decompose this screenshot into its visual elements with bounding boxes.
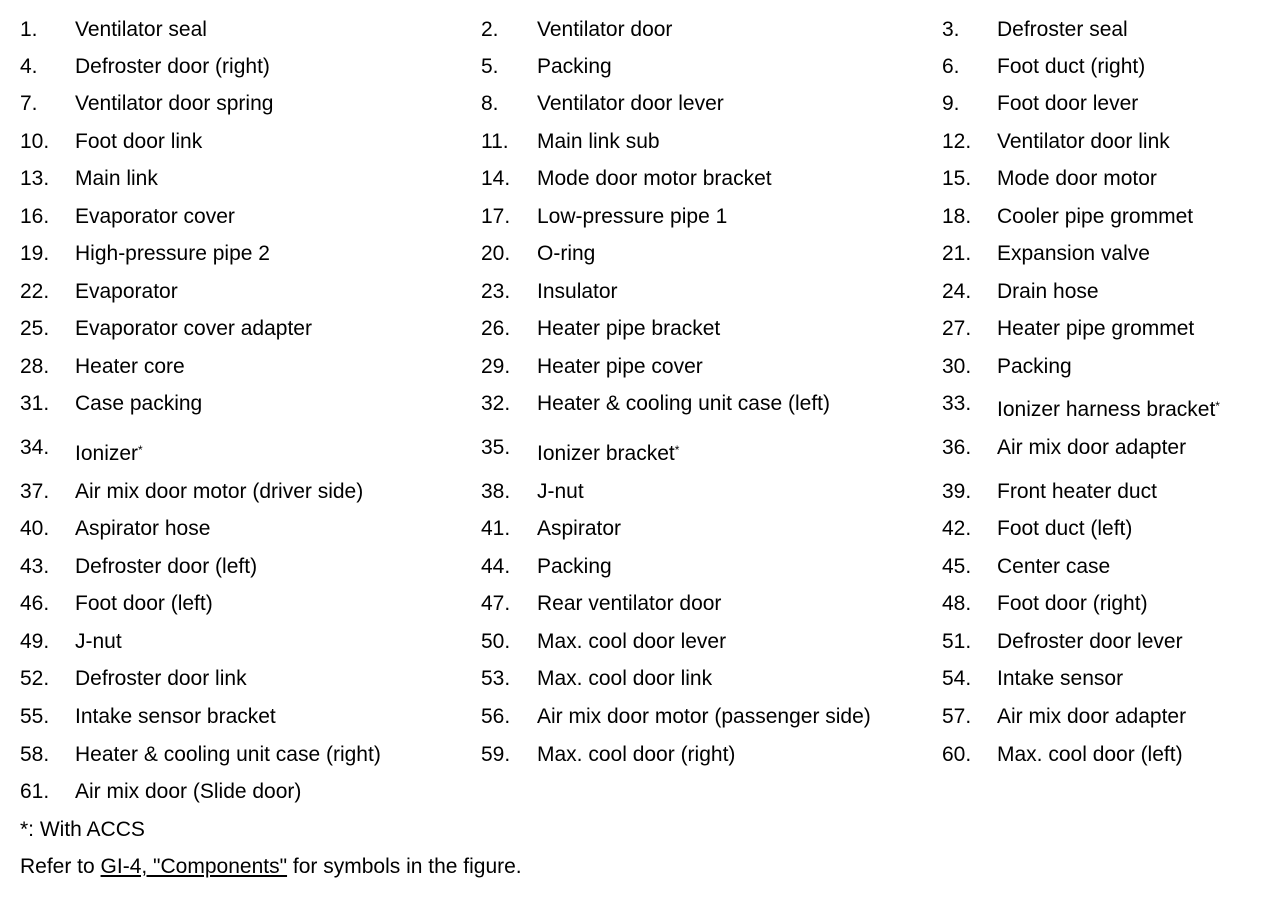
item-number: 59. (481, 743, 511, 766)
item-label (75, 477, 363, 507)
item-label (537, 664, 712, 694)
item-label (75, 127, 202, 157)
item-label-text: Defroster door (left) (75, 555, 258, 578)
item-label-text: Heater & cooling unit case (right) (75, 743, 381, 766)
item-label (537, 514, 621, 544)
item-number: 11. (481, 130, 509, 153)
item-label-text: Foot door link (75, 130, 203, 153)
item-label-text: Front heater duct (997, 480, 1157, 503)
item-label-text: Air mix door adapter (997, 705, 1187, 728)
footnote: *: With ACCS (20, 818, 145, 841)
item-label (997, 552, 1110, 582)
item-label-text: High-pressure pipe 2 (75, 242, 270, 265)
item-label-text: Foot door lever (997, 92, 1139, 115)
item-number: 38. (481, 480, 511, 503)
item-label (75, 514, 210, 544)
legend-row (0, 89, 1280, 119)
item-number: 35. (481, 436, 511, 459)
item-number: 49. (20, 630, 50, 653)
item-label-text: J-nut (537, 480, 584, 503)
legend-row (0, 552, 1280, 582)
item-label-text: Heater pipe bracket (537, 317, 721, 340)
item-number: 42. (942, 517, 972, 540)
legend-row (0, 202, 1280, 232)
item-number: 54. (942, 667, 972, 690)
item-label (537, 89, 724, 119)
item-label (997, 589, 1148, 619)
item-label-text: Evaporator cover (75, 205, 235, 228)
item-number: 45. (942, 555, 972, 578)
reference-suffix: for symbols in the figure. (287, 855, 522, 878)
item-label-text: J-nut (75, 630, 122, 653)
item-label-text: Foot door (left) (75, 592, 213, 615)
item-number: 39. (942, 480, 972, 503)
item-label-text: Heater pipe cover (537, 355, 703, 378)
item-label (75, 239, 270, 269)
item-label-text: Foot duct (right) (997, 55, 1146, 78)
legend-row (0, 740, 1280, 770)
item-label (537, 164, 772, 194)
item-label (997, 477, 1157, 507)
item-label (997, 514, 1132, 544)
item-number: 27. (942, 317, 972, 340)
item-label-text: Packing (997, 355, 1072, 378)
item-label (997, 664, 1123, 694)
item-number: 24. (942, 280, 972, 303)
item-number: 2. (481, 18, 499, 41)
item-number: 40. (20, 517, 50, 540)
item-label-text: Low-pressure pipe 1 (537, 205, 728, 228)
item-number: 55. (20, 705, 50, 728)
item-number: 56. (481, 705, 511, 728)
legend-row (0, 702, 1280, 732)
item-label-text: Ionizer bracket (537, 442, 675, 465)
item-number: 8. (481, 92, 499, 115)
item-number: 33. (942, 392, 972, 415)
item-label-text: Packing (537, 55, 612, 78)
legend-row (0, 664, 1280, 694)
item-label-text: Air mix door motor (passenger side) (537, 705, 871, 728)
item-number: 50. (481, 630, 511, 653)
item-label-text: Insulator (537, 280, 618, 303)
item-label-text: Evaporator (75, 280, 178, 303)
item-label-text: Intake sensor bracket (75, 705, 276, 728)
item-label-text: Aspirator hose (75, 517, 211, 540)
item-label-text: Max. cool door (left) (997, 743, 1183, 766)
item-label (997, 627, 1183, 657)
item-label (537, 389, 830, 419)
item-label (537, 477, 584, 507)
legend-row (0, 777, 1280, 807)
item-label-text: Defroster seal (997, 18, 1128, 41)
item-label (75, 277, 178, 307)
item-label-text: Main link (75, 167, 158, 190)
item-label (537, 627, 726, 657)
item-label-text: Heater core (75, 355, 185, 378)
item-label (75, 740, 381, 770)
item-number: 4. (20, 55, 38, 78)
item-label-text: Ventilator door lever (537, 92, 724, 115)
legend-row (0, 239, 1280, 269)
item-number: 51. (942, 630, 972, 653)
item-label-text: Max. cool door link (537, 667, 713, 690)
item-label-text: Ventilator door (537, 18, 673, 41)
legend-row (0, 477, 1280, 507)
item-label (537, 202, 727, 232)
item-number: 60. (942, 743, 972, 766)
legend-row (0, 314, 1280, 344)
item-label (75, 664, 247, 694)
legend-row (0, 389, 1280, 419)
components-link[interactable]: GI-4, "Components" (100, 855, 288, 878)
item-number: 31. (20, 392, 50, 415)
item-number: 19. (20, 242, 50, 265)
item-label-text: Ventilator seal (75, 18, 207, 41)
item-number: 57. (942, 705, 972, 728)
accs-asterisk: * (138, 443, 143, 457)
item-label-text: Case packing (75, 392, 203, 415)
item-label-text: Foot duct (left) (997, 517, 1133, 540)
legend-row (0, 589, 1280, 619)
item-number: 61. (20, 780, 50, 803)
reference-note (20, 852, 522, 882)
item-number: 20. (481, 242, 511, 265)
item-number: 47. (481, 592, 511, 615)
item-label (997, 164, 1157, 194)
item-label (537, 740, 735, 770)
item-number: 9. (942, 92, 960, 115)
item-label-text: Max. cool door lever (537, 630, 727, 653)
legend-row (0, 15, 1280, 45)
item-label (997, 239, 1150, 269)
item-number: 7. (20, 92, 38, 115)
item-label-text: Drain hose (997, 280, 1099, 303)
legend-row (0, 164, 1280, 194)
item-number: 26. (481, 317, 511, 340)
item-number: 3. (942, 18, 960, 41)
item-label (997, 352, 1072, 382)
item-number: 53. (481, 667, 511, 690)
item-label (75, 202, 235, 232)
item-number: 15. (942, 167, 972, 190)
item-label (997, 127, 1170, 157)
item-label (537, 15, 672, 45)
item-label (997, 395, 1220, 425)
item-label-text: Heater pipe grommet (997, 317, 1195, 340)
item-label-text: Ventilator door link (997, 130, 1170, 153)
item-label-text: Ionizer harness bracket (997, 398, 1216, 421)
item-number: 48. (942, 592, 972, 615)
item-number: 16. (20, 205, 50, 228)
item-label (997, 15, 1128, 45)
item-label (997, 52, 1145, 82)
item-number: 10. (20, 130, 50, 153)
item-label-text: Air mix door (Slide door) (75, 780, 302, 803)
item-label (75, 702, 276, 732)
item-label-text: Defroster door lever (997, 630, 1183, 653)
item-label-text: Expansion valve (997, 242, 1150, 265)
item-number: 52. (20, 667, 50, 690)
item-label-text: Cooler pipe grommet (997, 205, 1194, 228)
legend-row (0, 127, 1280, 157)
item-number: 34. (20, 436, 50, 459)
item-label-text: Intake sensor (997, 667, 1124, 690)
item-number: 36. (942, 436, 972, 459)
item-number: 29. (481, 355, 511, 378)
item-label (75, 15, 207, 45)
item-label (75, 89, 273, 119)
item-number: 32. (481, 392, 511, 415)
item-number: 23. (481, 280, 511, 303)
item-label (537, 239, 595, 269)
item-number: 46. (20, 592, 50, 615)
item-label-text: Foot door (right) (997, 592, 1148, 615)
item-label-text: Evaporator cover adapter (75, 317, 312, 340)
item-label-text: Air mix door motor (driver side) (75, 480, 364, 503)
item-number: 12. (942, 130, 972, 153)
item-label (75, 389, 202, 419)
item-label (997, 202, 1193, 232)
legend-row (0, 627, 1280, 657)
item-label (537, 352, 703, 382)
item-label-text: Ionizer (75, 442, 139, 465)
item-label-text: Aspirator (537, 517, 622, 540)
item-label-text: O-ring (537, 242, 596, 265)
item-label (75, 352, 185, 382)
item-number: 28. (20, 355, 50, 378)
item-label-text: Rear ventilator door (537, 592, 722, 615)
item-label-text: Defroster door link (75, 667, 247, 690)
item-label (997, 314, 1194, 344)
item-label (537, 552, 612, 582)
item-label (75, 314, 312, 344)
item-label (537, 277, 618, 307)
item-number: 18. (942, 205, 972, 228)
item-label-text: Air mix door adapter (997, 436, 1187, 459)
item-label (75, 164, 158, 194)
item-number: 17. (481, 205, 511, 228)
item-label (997, 277, 1099, 307)
item-number: 30. (942, 355, 972, 378)
reference-prefix: Refer to (20, 855, 101, 878)
item-label (75, 552, 257, 582)
item-number: 14. (481, 167, 511, 190)
legend-row (0, 433, 1280, 463)
item-label (537, 127, 660, 157)
item-number: 44. (481, 555, 511, 578)
item-number: 22. (20, 280, 50, 303)
legend-row (0, 52, 1280, 82)
item-number: 37. (20, 480, 50, 503)
item-label-text: Heater & cooling unit case (left) (537, 392, 830, 415)
item-label (997, 433, 1186, 463)
item-label-text: Max. cool door (right) (537, 743, 736, 766)
item-label (75, 589, 213, 619)
legend-row (0, 514, 1280, 544)
item-number: 6. (942, 55, 960, 78)
item-label-text: Mode door motor (997, 167, 1157, 190)
item-label (75, 52, 270, 82)
item-label (537, 589, 721, 619)
item-label-text: Main link sub (537, 130, 660, 153)
accs-asterisk: * (1215, 399, 1220, 413)
item-label-text: Defroster door (right) (75, 55, 270, 78)
item-label (75, 627, 122, 657)
item-label (75, 777, 301, 807)
item-label-text: Ventilator door spring (75, 92, 274, 115)
item-label (997, 702, 1186, 732)
item-number: 43. (20, 555, 50, 578)
item-number: 1. (20, 18, 38, 41)
legend-row (0, 352, 1280, 382)
item-label-text: Mode door motor bracket (537, 167, 772, 190)
item-number: 5. (481, 55, 499, 78)
item-number: 21. (942, 242, 972, 265)
item-label (75, 439, 143, 469)
item-label-text: Center case (997, 555, 1111, 578)
item-number: 58. (20, 743, 50, 766)
item-label (997, 89, 1138, 119)
item-label (537, 314, 720, 344)
item-number: 41. (481, 517, 511, 540)
legend-row (0, 277, 1280, 307)
accs-asterisk: * (674, 443, 680, 457)
item-label (537, 439, 679, 469)
item-number: 25. (20, 317, 50, 340)
item-label (997, 740, 1183, 770)
item-label-text: Packing (537, 555, 612, 578)
item-label (537, 702, 871, 732)
item-number: 13. (20, 167, 50, 190)
item-label (537, 52, 612, 82)
